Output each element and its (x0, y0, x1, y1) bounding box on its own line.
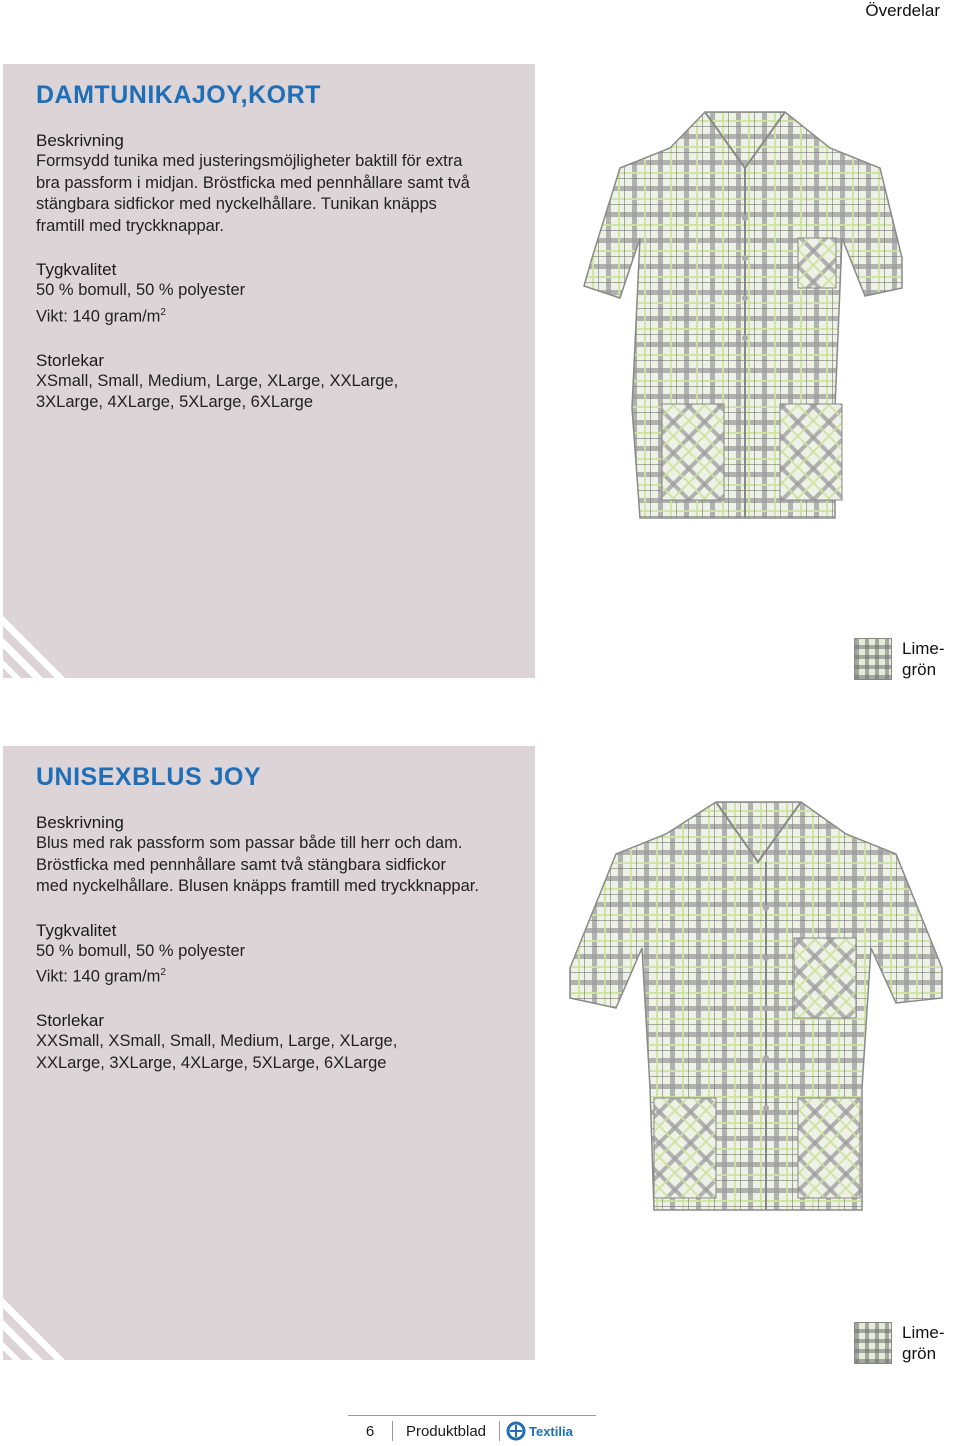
color-swatch-row (854, 638, 950, 680)
color-swatch[interactable] (854, 1322, 892, 1364)
color-swatch-row (854, 1322, 950, 1364)
color-label (902, 638, 950, 680)
color-label-line2: grön (902, 1344, 937, 1363)
description-text: Blus med rak passform som passar både till herr och dam. Bröstficka med pennhållare samt två stängbara sidfickor med nyckelhållare. Blusen knäpps framtill med tryckknappar. (36, 834, 479, 895)
product-info-blus (36, 762, 516, 1074)
fabric-heading: Tygkvalitet (36, 260, 117, 279)
sizes-text: XXSmall, XSmall, Small, Medium, Large, XLarge, XXLarge, 3XLarge, 4XLarge, 5XLarge, 6XLarge (36, 1032, 398, 1072)
weight-unit-exponent: 2 (160, 306, 166, 318)
description-text: Formsydd tunika med justeringsmöjligheter baktill för extra bra passform i midjan. Bröstficka med pennhållare samt två stängbara sidfickor med nyckelhållare. Tunikan knäpps framtill med tryckknappar. (36, 152, 470, 235)
color-label-line2: grön (902, 660, 937, 679)
fabric-text: 50 % bomull, 50 % polyester (36, 281, 246, 299)
description-heading: Beskrivning (36, 813, 124, 832)
decorative-stripes (3, 608, 93, 678)
description-heading: Beskrivning (36, 131, 124, 150)
tunika-image (580, 108, 910, 528)
section-label: Överdelar (865, 1, 940, 20)
fabric-text: 50 % bomull, 50 % polyester (36, 941, 246, 960)
sizes-heading: Storlekar (36, 1011, 105, 1030)
color-label-line1: Lime- (902, 639, 945, 658)
weight-value: Vikt: 140 gram/m (36, 307, 161, 325)
color-label (902, 1322, 950, 1364)
textilia-logo (500, 1421, 573, 1441)
logo-text: Textilia (529, 1423, 573, 1439)
fabric-heading: Tygkvalitet (36, 920, 117, 940)
weight-value: Vikt: 140 gram/m (36, 967, 161, 986)
sizes-heading: Storlekar (36, 350, 105, 370)
product-title: UNISEXBLUS JOY (36, 763, 262, 791)
blus-image (566, 798, 946, 1218)
color-label-line1: Lime- (902, 1323, 945, 1342)
sizes-text: XSmall, Small, Medium, Large, XLarge, XXLarge, 3XLarge, 4XLarge, 5XLarge, 6XLarge (36, 371, 399, 411)
color-swatch[interactable] (854, 638, 892, 680)
textilia-logo-icon (506, 1421, 526, 1441)
footer-label: Produktblad (405, 1422, 487, 1440)
product-title: DAMTUNIKAJOY,KORT (36, 81, 321, 109)
weight-unit-exponent: 2 (160, 967, 166, 978)
weight-text (36, 962, 516, 988)
page-footer (348, 1415, 596, 1446)
product-info-tunika (36, 80, 516, 414)
decorative-stripes (3, 1290, 93, 1360)
weight-text (36, 302, 516, 328)
page-number: 6 (365, 1422, 375, 1440)
